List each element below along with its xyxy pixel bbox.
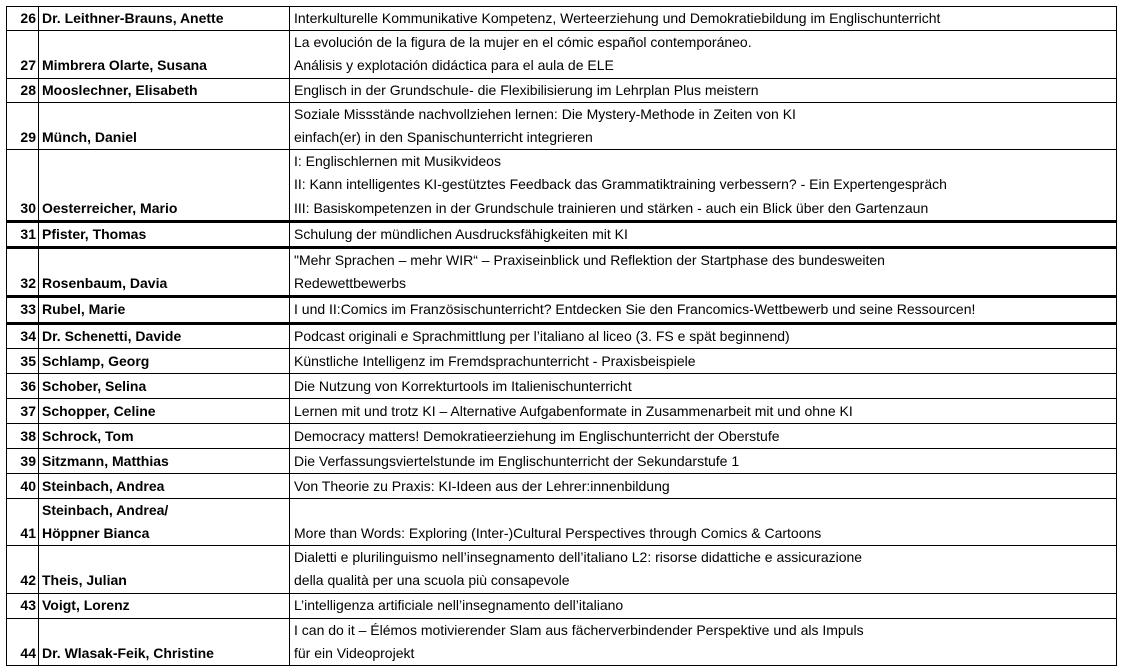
table-row bbox=[7, 398, 1117, 423]
row-number: 27 bbox=[7, 31, 39, 78]
row-number: 28 bbox=[7, 78, 39, 102]
speaker-name-cell bbox=[39, 618, 290, 665]
row-number: 39 bbox=[7, 448, 39, 473]
talk-title-line: Soziale Missstände nachvollziehen lernen: Die Mystery-Methode in Zeiten von KI bbox=[294, 105, 796, 122]
speaker-name-cell bbox=[39, 248, 290, 297]
talk-title-cell bbox=[290, 618, 1117, 665]
speaker-name-cell bbox=[39, 297, 290, 323]
table-row bbox=[7, 150, 1117, 222]
talk-title-line: III: Basiskompetenzen in der Grundschule trainieren und stärken - auch ein Blick über den Gartenzaun bbox=[294, 199, 929, 216]
table-row bbox=[7, 618, 1117, 665]
talk-title-cell bbox=[290, 221, 1117, 247]
speaker-name-cell bbox=[39, 31, 290, 78]
speaker-name: Schrock, Tom bbox=[42, 427, 134, 444]
talk-title-cell bbox=[290, 150, 1117, 222]
talk-title-cell bbox=[290, 473, 1117, 498]
talk-title-line: einfach(er) in den Spanischunterricht integrieren bbox=[294, 129, 593, 146]
table-row bbox=[7, 31, 1117, 78]
talk-title-line: Künstliche Intelligenz im Fremdsprachunterricht - Praxisbeispiele bbox=[294, 352, 696, 369]
row-number: 38 bbox=[7, 423, 39, 448]
table-body bbox=[7, 7, 1117, 666]
talk-title-line: I: Englischlernen mit Musikvideos bbox=[294, 153, 501, 170]
row-number: 41 bbox=[7, 498, 39, 545]
row-number: 42 bbox=[7, 546, 39, 593]
talk-title-cell bbox=[290, 78, 1117, 102]
talk-title-line: Análisis y explotación didáctica para el aula de ELE bbox=[294, 57, 614, 74]
talk-title-line: I can do it – Élémos motivierender Slam aus fächerverbindender Perspektive und als Impuls bbox=[294, 621, 864, 638]
talk-title-cell bbox=[290, 297, 1117, 323]
row-number: 35 bbox=[7, 348, 39, 373]
row-number: 33 bbox=[7, 297, 39, 323]
row-number: 40 bbox=[7, 473, 39, 498]
talk-title-cell bbox=[290, 423, 1117, 448]
speaker-name-cell bbox=[39, 323, 290, 348]
speaker-name: Mimbrera Olarte, Susana bbox=[42, 57, 207, 74]
speaker-name-cell bbox=[39, 150, 290, 222]
speaker-name: Schlamp, Georg bbox=[42, 352, 150, 369]
speaker-name-cell bbox=[39, 102, 290, 149]
table-row bbox=[7, 7, 1117, 31]
row-number: 37 bbox=[7, 398, 39, 423]
talk-title-cell bbox=[290, 373, 1117, 398]
talk-title-line: Dialetti e plurilinguismo nell’insegnamento dell’italiano L2: risorse didattiche e assicurazione bbox=[294, 549, 863, 566]
table-row bbox=[7, 248, 1117, 297]
speaker-name: Mooslechner, Elisabeth bbox=[42, 81, 198, 98]
talk-title-cell bbox=[290, 546, 1117, 593]
talk-title-line: Englisch in der Grundschule- die Flexibilisierung im Lehrplan Plus meistern bbox=[294, 81, 759, 98]
speaker-name: Dr. Wlasak-Feik, Christine bbox=[42, 644, 214, 661]
speaker-name-cell bbox=[39, 546, 290, 593]
talk-title-line: I und II:Comics im Französischunterricht? Entdecken Sie den Francomics-Wettbewerb und seine Ressourcen! bbox=[294, 301, 976, 318]
speaker-name-cell bbox=[39, 398, 290, 423]
talk-title-cell bbox=[290, 348, 1117, 373]
talk-title-line: Schulung der mündlichen Ausdrucksfähigkeiten mit KI bbox=[294, 225, 628, 242]
talk-title-line: Die Nutzung von Korrekturtools im Italienischunterricht bbox=[294, 377, 632, 394]
speaker-table bbox=[6, 6, 1117, 666]
talk-title-line: für ein Videoprojekt bbox=[294, 644, 415, 661]
row-number: 30 bbox=[7, 150, 39, 222]
table-row bbox=[7, 546, 1117, 593]
row-number: 36 bbox=[7, 373, 39, 398]
table-row bbox=[7, 102, 1117, 149]
speaker-name-cell bbox=[39, 498, 290, 545]
talk-title-cell bbox=[290, 498, 1117, 545]
speaker-name: Schober, Selina bbox=[42, 377, 147, 394]
speaker-name: Münch, Daniel bbox=[42, 129, 137, 146]
table-row bbox=[7, 423, 1117, 448]
speaker-name: Dr. Schenetti, Davide bbox=[42, 327, 182, 344]
speaker-name: Rubel, Marie bbox=[42, 301, 126, 318]
speaker-name-cell bbox=[39, 78, 290, 102]
table-row bbox=[7, 498, 1117, 545]
talk-title-cell bbox=[290, 7, 1117, 31]
speaker-name-cell bbox=[39, 7, 290, 31]
talk-title-line: Interkulturelle Kommunikative Kompetenz, Werteerziehung und Demokratiebildung im Englischunterricht bbox=[294, 10, 941, 26]
row-number: 31 bbox=[7, 221, 39, 247]
speaker-name: Steinbach, Andrea bbox=[42, 477, 165, 494]
row-number: 32 bbox=[7, 248, 39, 297]
row-number: 44 bbox=[7, 618, 39, 665]
table-row bbox=[7, 473, 1117, 498]
talk-title-line: Die Verfassungsviertelstunde im Englischunterricht der Sekundarstufe 1 bbox=[294, 452, 740, 469]
speaker-name-cell bbox=[39, 221, 290, 247]
talk-title-line: Redewettbewerbs bbox=[294, 275, 407, 292]
row-number: 26 bbox=[7, 7, 39, 31]
talk-title-line: della qualità per una scuola più consapevole bbox=[294, 572, 570, 589]
talk-title-cell bbox=[290, 398, 1117, 423]
talk-title-cell bbox=[290, 248, 1117, 297]
talk-title-line: More than Words: Exploring (Inter-)Cultural Perspectives through Comics & Cartoons bbox=[294, 525, 822, 542]
table-row bbox=[7, 323, 1117, 348]
table-row bbox=[7, 297, 1117, 323]
talk-title-line: "Mehr Sprachen – mehr WIR“ – Praxiseinblick und Reflektion der Startphase des bundesweiten bbox=[294, 252, 885, 269]
speaker-name: Oesterreicher, Mario bbox=[42, 199, 178, 216]
speaker-name: Voigt, Lorenz bbox=[42, 597, 130, 614]
speaker-name: Sitzmann, Matthias bbox=[42, 452, 169, 469]
talk-title-cell bbox=[290, 448, 1117, 473]
speaker-name: Höppner Bianca bbox=[42, 525, 150, 542]
table-row bbox=[7, 373, 1117, 398]
talk-title-cell bbox=[290, 593, 1117, 618]
table-row bbox=[7, 78, 1117, 102]
talk-title-line: La evolución de la figura de la mujer en el cómic español contemporáneo. bbox=[294, 34, 752, 51]
table-row bbox=[7, 448, 1117, 473]
row-number: 34 bbox=[7, 323, 39, 348]
speaker-name-cell bbox=[39, 423, 290, 448]
talk-title-cell bbox=[290, 102, 1117, 149]
speaker-name-cell bbox=[39, 348, 290, 373]
speaker-name-cell bbox=[39, 373, 290, 398]
row-number: 29 bbox=[7, 102, 39, 149]
speaker-name: Theis, Julian bbox=[42, 572, 127, 589]
speaker-name: Steinbach, Andrea/ bbox=[42, 501, 169, 518]
speaker-name: Schopper, Celine bbox=[42, 402, 156, 419]
talk-title-line: II: Kann intelligentes KI-gestütztes Feedback das Grammatiktraining verbessern? - Ein Expertengespräch bbox=[294, 176, 947, 193]
row-number: 43 bbox=[7, 593, 39, 618]
talk-title-line: Lernen mit und trotz KI – Alternative Aufgabenformate in Zusammenarbeit mit und ohne KI bbox=[294, 402, 853, 419]
talk-title-line: Podcast originali e Sprachmittlung per l’italiano al liceo (3. FS e spät beginnend) bbox=[294, 327, 790, 344]
speaker-name: Pfister, Thomas bbox=[42, 225, 147, 242]
talk-title-cell bbox=[290, 31, 1117, 78]
talk-title-line: Von Theorie zu Praxis: KI-Ideen aus der Lehrer:innenbildung bbox=[294, 477, 670, 494]
speaker-name: Dr. Leithner-Brauns, Anette bbox=[42, 10, 224, 26]
speaker-name-cell bbox=[39, 593, 290, 618]
talk-title-line: L’intelligenza artificiale nell’insegnamento dell’italiano bbox=[294, 597, 624, 614]
table-row bbox=[7, 593, 1117, 618]
talk-title-cell bbox=[290, 323, 1117, 348]
table-row bbox=[7, 348, 1117, 373]
talk-title-line: Democracy matters! Demokratieerziehung im Englischunterricht der Oberstufe bbox=[294, 427, 780, 444]
speaker-name: Rosenbaum, Davia bbox=[42, 275, 168, 292]
speaker-name-cell bbox=[39, 448, 290, 473]
speaker-name-cell bbox=[39, 473, 290, 498]
table-row bbox=[7, 221, 1117, 247]
